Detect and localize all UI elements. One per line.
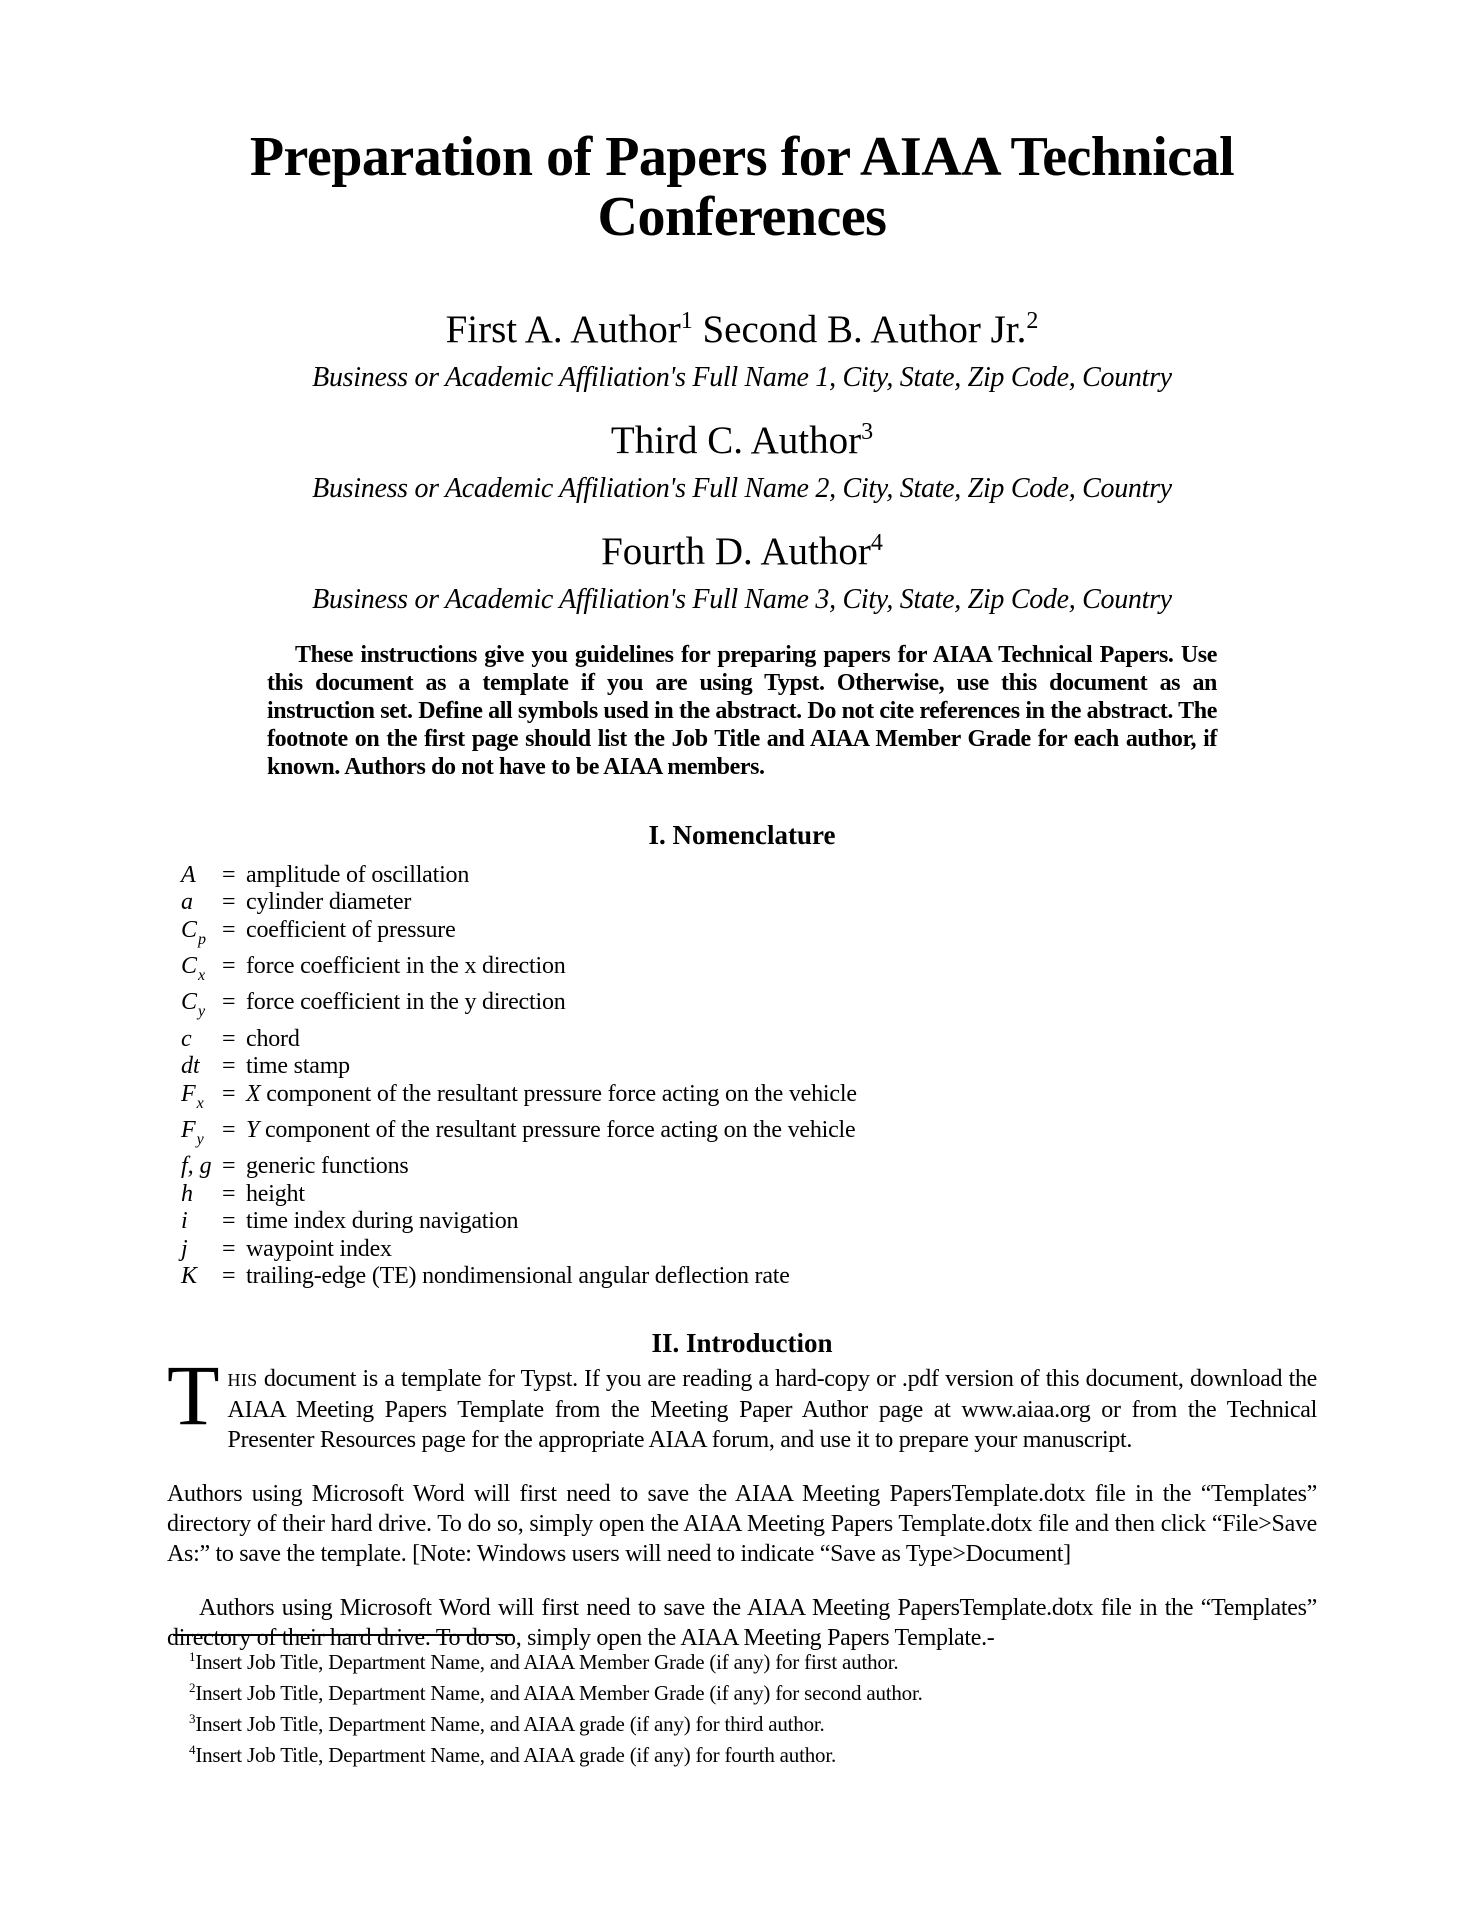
equals-sign: = [222,1153,236,1180]
footnote-marker: 2 [189,1680,196,1695]
nomenclature-definition: time stamp [246,1053,350,1080]
paper-title-line-2: Conferences [597,185,887,248]
introduction-paragraph-3: Authors using Microsoft Word will first need to save the AIAA Meeting PapersTemplate.dotx file in the “Templates” directory of their hard drive. To do so, simply open the AIAA Meeting Papers Template.- [167,1594,1317,1651]
drop-cap-smallcaps: HIS [227,1369,258,1390]
nomenclature-definition: force coefficient in the y direction [246,989,566,1016]
footnote-item: $^4$Insert Job Title, Department Name, and AIAA grade (if any) for fourth author. [189,1742,837,1767]
equals-sign: = [222,1235,236,1262]
author-group [167,520,1317,617]
author-group [167,409,1317,506]
nomenclature-row [181,1263,1317,1290]
author-name: Second B. Author Jr. [702,307,1027,351]
author-names-line [167,409,1317,464]
equals-sign: = [222,861,236,888]
nomenclature-symbol: c [181,1025,192,1052]
nomenclature-symbol-subscript: p [198,930,207,948]
paper-title [167,128,1317,248]
byline [167,298,1317,617]
author-names-line [167,298,1317,353]
footnote-separator-rule [173,1634,513,1636]
equals-sign: = [222,953,236,980]
equals-sign: = [222,1053,236,1080]
equals-sign: = [222,1117,236,1144]
nomenclature-row [181,889,1317,916]
nomenclature-symbol: $C_y$ [181,989,206,1021]
equals-sign: = [222,1208,236,1235]
footnote-item: $^2$Insert Job Title, Department Name, and AIAA Member Grade (if any) for second author. [189,1680,923,1705]
nomenclature-definition: waypoint index [246,1235,392,1262]
author-footnote-superscript: 2 [1026,307,1039,334]
author-footnote-superscript: 4 [870,529,883,556]
author-affiliation: Business or Academic Affiliation's Full Name 2, City, State, Zip Code, Country [312,472,1172,504]
author-footnote-superscript: 1 [680,307,693,334]
nomenclature-symbol: $F_x$ [181,1080,204,1112]
introduction-paragraph-2: Authors using Microsoft Word will first need to save the AIAA Meeting PapersTemplate.dotx file in the “Templates” directory of their hard drive. To do so, simply open the AIAA Meeting Papers Template.dotx file and then click “File>Save As:” to save the template. [Note: Windows users will need to indicate “Save as Type>Document] [167,1480,1317,1567]
introduction-paragraph-1-text: document is a template for Typst. If you are reading a hard-copy or .pdf version of this document, download the AIAA Meeting Papers Template from the Meeting Paper Author page at www.aiaa.org or from the Technical Presenter Resources page for the appropriate AIAA forum, and use it to prepare your manuscript. [227,1365,1317,1453]
equals-sign: = [222,889,236,916]
nomenclature-symbol: dt [181,1053,200,1080]
nomenclature-list [167,862,1317,1291]
author-names-line [167,520,1317,575]
nomenclature-row [181,862,1317,889]
footnote-item: $^3$Insert Job Title, Department Name, and AIAA grade (if any) for third author. [189,1711,825,1736]
equals-sign: = [222,1025,236,1052]
nomenclature-symbol: h [181,1180,193,1207]
equals-sign: = [222,916,236,943]
nomenclature-definition: time index during navigation [246,1208,519,1235]
footnote-marker: 3 [189,1711,196,1726]
nomenclature-row [181,1117,1317,1153]
equals-sign: = [222,1080,236,1107]
footnote-item: $^1$Insert Job Title, Department Name, and AIAA Member Grade (if any) for first author. [189,1649,899,1674]
nomenclature-symbol: $C_p$ [181,916,207,948]
drop-cap-letter: T [167,1346,220,1443]
nomenclature-definition: height [246,1180,305,1207]
section-heading-nomenclature: I. Nomenclature [648,819,836,850]
equals-sign: = [222,989,236,1016]
paper-title-line-1: Preparation of Papers for AIAA Technical [249,126,1235,188]
author-name: Third C. Author [610,418,862,462]
nomenclature-definition: chord [246,1025,300,1052]
nomenclature-definition: cylinder diameter [246,889,412,916]
nomenclature-row [181,989,1317,1025]
nomenclature-symbol-subscript: x [196,1094,204,1112]
equals-sign: = [222,1180,236,1207]
abstract-paragraph: These instructions give you guidelines for preparing papers for AIAA Technical Papers. Use this document as a template if you are using Typst. Otherwise, use this document as an instruction set. Define all symbols used in the abstract. Do not cite references in the abstract. The footnote on the first page should list the Job Title and AIAA Member Grade for each author, if known. Authors do not have to be AIAA members. [267,641,1217,780]
nomenclature-row [181,1181,1317,1208]
nomenclature-definition: coefficient of pressure [246,916,456,943]
section-heading-introduction: II. Introduction [651,1327,833,1358]
author-group [167,298,1317,395]
nomenclature-row [181,1026,1317,1053]
nomenclature-symbol: a [181,889,193,916]
nomenclature-symbol-subscript: y [196,1131,204,1149]
nomenclature-symbol: $F_y$ [181,1117,204,1149]
nomenclature-row [181,1208,1317,1235]
nomenclature-definition-italic-lead: Y [246,1117,260,1144]
nomenclature-definition-italic-lead: X [246,1080,261,1107]
nomenclature-definition: X component of the resultant pressure force acting on the vehicle [246,1080,857,1107]
nomenclature-symbol: j [181,1235,188,1262]
nomenclature-definition: Y component of the resultant pressure force acting on the vehicle [246,1117,856,1144]
nomenclature-symbol: K [181,1263,198,1290]
nomenclature-symbol-subscript: x [198,967,206,985]
author-name: Fourth D. Author [601,529,871,573]
nomenclature-symbol: $C_x$ [181,953,206,985]
footnotes-section [167,1634,1317,1768]
nomenclature-definition: force coefficient in the x direction [246,953,566,980]
author-footnote-superscript: 3 [861,418,874,445]
nomenclature-row [181,917,1317,953]
nomenclature-symbol: i [181,1208,188,1235]
author-affiliation: Business or Academic Affiliation's Full Name 1, City, State, Zip Code, Country [312,361,1172,393]
nomenclature-row [181,1081,1317,1117]
footnote-list [167,1644,1317,1768]
nomenclature-definition: generic functions [246,1153,409,1180]
introduction-paragraph-1 [167,1346,1317,1455]
nomenclature-row [181,1053,1317,1080]
nomenclature-row [181,953,1317,989]
author-name: First A. Author [445,307,681,351]
nomenclature-row [181,1153,1317,1180]
nomenclature-symbol-subscript: y [198,1003,206,1021]
footnote-marker: 1 [189,1649,196,1664]
nomenclature-definition: trailing-edge (TE) nondimensional angular deflection rate [246,1263,790,1290]
nomenclature-row [181,1236,1317,1263]
nomenclature-symbol: A [181,861,196,888]
equals-sign: = [222,1263,236,1290]
author-affiliation: Business or Academic Affiliation's Full Name 3, City, State, Zip Code, Country [312,583,1172,615]
nomenclature-symbol: f, g [181,1153,212,1180]
footnote-marker: 4 [189,1742,196,1757]
nomenclature-definition: amplitude of oscillation [246,861,470,888]
